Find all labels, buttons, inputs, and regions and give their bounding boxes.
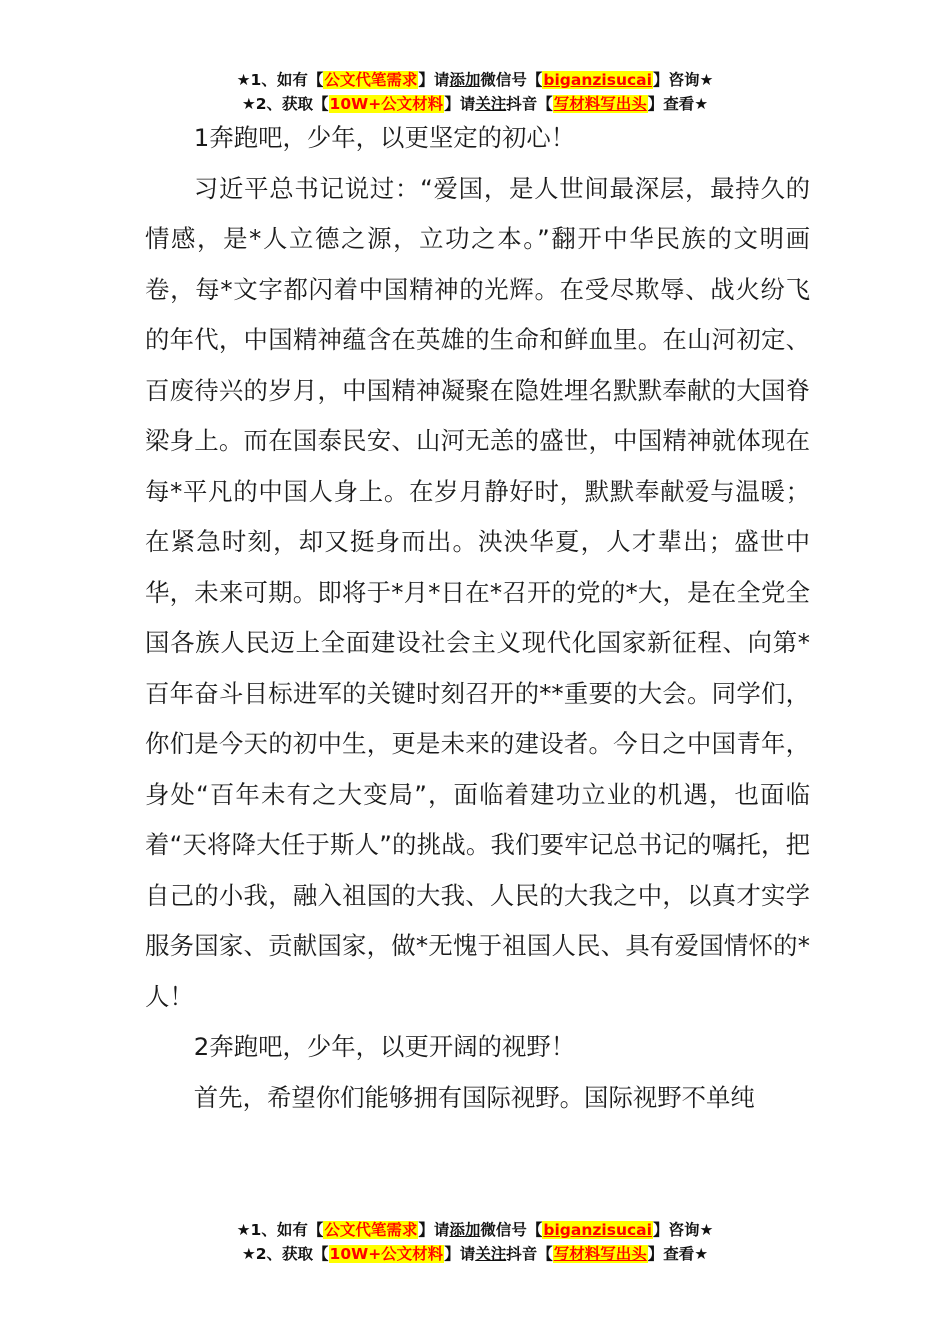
section-heading-2: 2奔跑吧，少年，以更开阔的视野！: [193, 1032, 576, 1061]
banner-line-1: ★1、如有【公文代笔需求】请添加微信号【biganzisucai】咨询★: [236, 71, 714, 89]
header-banner: [0, 68, 950, 116]
wechat-id: biganzisucai: [543, 71, 652, 89]
footer-banner: [0, 1218, 950, 1266]
banner-line-2: ★2、获取【10W+公文材料】请关注抖音【写材料写出头】查看★: [241, 95, 709, 113]
banner-line-2: ★2、获取【10W+公文材料】请关注抖音【写材料写出头】查看★: [241, 1245, 709, 1263]
body-paragraph: 习近平总书记说过：“爱国，是人世间最深层，最持久的情感，是*人立德之源，立功之本。”翻开中华民族的文明画卷，每*文字都闪着中国精神的光辉。在受尽欺辱、战火纷飞的年代，中国精神蕴含在英雄的生命和鲜血里。在山河初定、百废待兴的岁月，中国精神凝聚在隐姓埋名默默奉献的大国脊梁身上。而在国泰民安、山河无恙的盛世，中国精神就体现在每*平凡的中国人身上。在岁月静好时，默默奉献爱与温暖；在紧急时刻，却又挺身而出。泱泱华夏，人才辈出；盛世中华，未来可期。即将于*月*日在*召开的党的*大，是在全党全国各族人民迈上全面建设社会主义现代化国家新征程、向第*百年奋斗目标进军的关键时刻召开的**重要的大会。同学们，你们是今天的初中生，更是未来的建设者。今日之中国青年，身处“百年未有之大变局”，面临着建功立业的机遇，也面临着“天将降大任于斯人”的挑战。我们要牢记总书记的嘱托，把自己的小我，融入祖国的大我、人民的大我之中，以真才实学服务国家、贡献国家，做*无愧于祖国人民、具有爱国情怀的*人！: [145, 173, 810, 1011]
douyin-account: 写材料写出头: [553, 1245, 647, 1263]
banner-line-1: ★1、如有【公文代笔需求】请添加微信号【biganzisucai】咨询★: [236, 1221, 714, 1239]
wechat-id: biganzisucai: [543, 1221, 652, 1239]
douyin-account: 写材料写出头: [553, 95, 647, 113]
service-highlight: 公文代笔需求: [324, 71, 418, 89]
body-paragraph: 首先，希望你们能够拥有国际视野。国际视野不单纯: [193, 1082, 755, 1112]
material-highlight: 10W+公文材料: [329, 95, 444, 113]
material-highlight: 10W+公文材料: [329, 1245, 444, 1263]
document-body: [145, 113, 810, 1123]
service-highlight: 公文代笔需求: [324, 1221, 418, 1239]
section-heading-1: 1奔跑吧，少年，以更坚定的初心！: [193, 123, 576, 152]
